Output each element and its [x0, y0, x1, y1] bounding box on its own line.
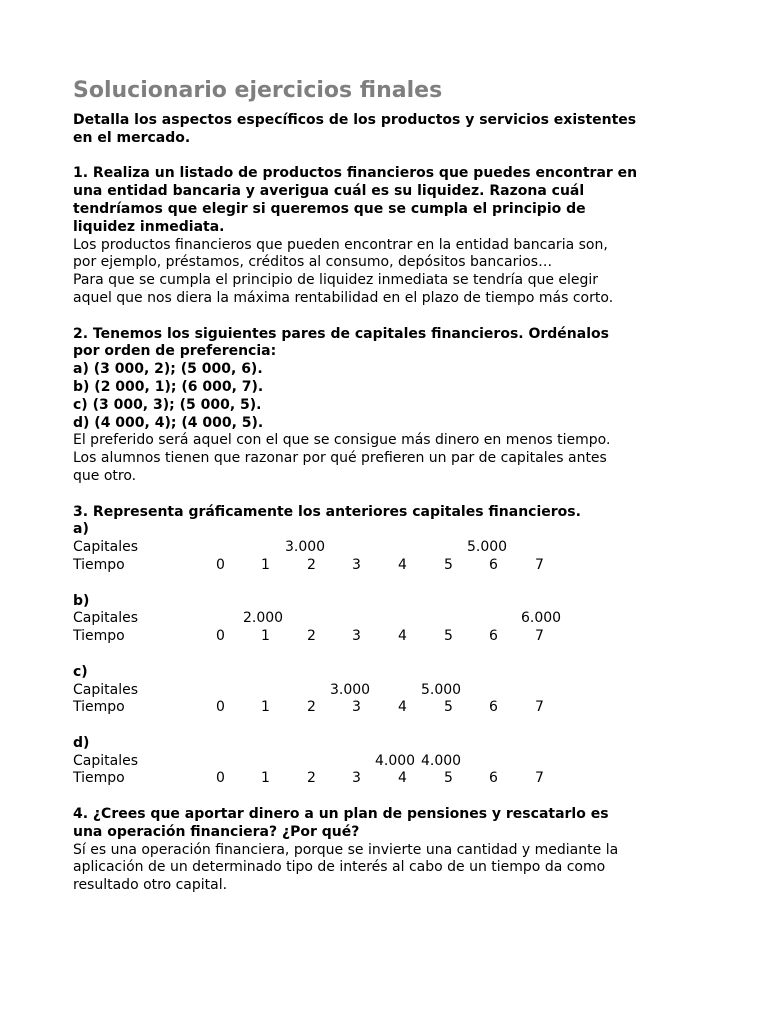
timeline-spacer — [73, 717, 703, 735]
tiempo-tick: 5 — [444, 699, 453, 716]
tiempo-tick: 5 — [444, 628, 453, 645]
answer-4-line: resultado otro capital. — [73, 877, 228, 894]
capital-value: 6.000 — [521, 610, 562, 627]
tiempo-tick: 6 — [489, 699, 498, 716]
timeline-label: a) — [73, 521, 89, 538]
capitales-label: Capitales — [73, 610, 138, 627]
question-2-line: por orden de preferencia: — [73, 343, 277, 360]
answer-2-line: que otro. — [73, 467, 137, 484]
tiempo-tick: 3 — [352, 770, 361, 787]
tiempo-label: Tiempo — [73, 770, 125, 787]
capitales-row — [73, 610, 703, 628]
answer-4-line: Sí es una operación financiera, porque se invierte una cantidad y mediante la — [73, 841, 619, 858]
capital-value: 3.000 — [330, 681, 371, 698]
tiempo-tick: 4 — [398, 770, 407, 787]
tiempo-tick: 2 — [307, 699, 316, 716]
tiempo-tick: 6 — [489, 628, 498, 645]
tiempo-tick: 7 — [535, 556, 544, 573]
answer-1-line: por ejemplo, préstamos, créditos al consumo, depósitos bancarios… — [73, 254, 553, 271]
capital-value: 4.000 — [375, 752, 416, 769]
answer-1-line: Para que se cumpla el principio de liquidez inmediata se tendría que elegir — [73, 272, 599, 289]
tiempo-tick: 4 — [398, 628, 407, 645]
document-body — [73, 112, 703, 913]
capitales-row — [73, 753, 703, 771]
question-3-line: 3. Representa gráficamente los anteriores capitales financieros. — [73, 503, 581, 520]
tiempo-label: Tiempo — [73, 556, 125, 573]
tiempo-tick: 2 — [307, 628, 316, 645]
answer-2-line: Los alumnos tienen que razonar por qué prefieren un par de capitales antes — [73, 450, 607, 467]
capital-value: 4.000 — [421, 752, 462, 769]
tiempo-tick: 1 — [261, 628, 270, 645]
tiempo-tick: 3 — [352, 556, 361, 573]
timeline-spacer — [73, 575, 703, 593]
question-4-line: 4. ¿Crees que aportar dinero a un plan de pensiones y rescatarlo es — [73, 806, 609, 823]
capitales-label: Capitales — [73, 752, 138, 769]
tiempo-tick: 6 — [489, 770, 498, 787]
tiempo-label: Tiempo — [73, 699, 125, 716]
intro-line: en el mercado. — [73, 129, 191, 146]
capital-value: 5.000 — [421, 681, 462, 698]
capitales-label: Capitales — [73, 539, 138, 556]
question-1-line: tendríamos que elegir si queremos que se cumpla el principio de — [73, 200, 586, 217]
question-4-line: una operación financiera? ¿Por qué? — [73, 823, 360, 840]
tiempo-tick: 4 — [398, 699, 407, 716]
tiempo-tick: 1 — [261, 770, 270, 787]
question-2-line: d) (4 000, 4); (4 000, 5). — [73, 414, 264, 431]
tiempo-tick: 1 — [261, 699, 270, 716]
question-1-line: una entidad bancaria y averigua cuál es su liquidez. Razona cuál — [73, 183, 585, 200]
timeline-label: d) — [73, 734, 90, 751]
answer-2-line: El preferido será aquel con el que se consigue más dinero en menos tiempo. — [73, 432, 611, 449]
tiempo-row — [73, 628, 703, 646]
intro-line: Detalla los aspectos específicos de los productos y servicios existentes — [73, 112, 637, 128]
timeline-label: b) — [73, 592, 90, 609]
capital-value: 2.000 — [243, 610, 284, 627]
question-2-line: c) (3 000, 3); (5 000, 5). — [73, 396, 262, 413]
tiempo-tick: 0 — [216, 770, 225, 787]
tiempo-row — [73, 770, 703, 788]
tiempo-tick: 1 — [261, 556, 270, 573]
tiempo-row — [73, 699, 703, 717]
tiempo-tick: 7 — [535, 628, 544, 645]
question-1-section — [73, 165, 703, 307]
capital-value: 3.000 — [285, 539, 326, 556]
question-2-section — [73, 326, 703, 486]
capitales-label: Capitales — [73, 681, 138, 698]
answer-4-line: aplicación de un determinado tipo de interés al cabo de un tiempo da como — [73, 859, 606, 876]
tiempo-tick: 4 — [398, 556, 407, 573]
tiempo-row — [73, 557, 703, 575]
question-2-line: a) (3 000, 2); (5 000, 6). — [73, 361, 263, 378]
answer-1-line: aquel que nos diera la máxima rentabilidad en el plazo de tiempo más corto. — [73, 289, 614, 306]
page-title: Solucionario ejercicios finales — [73, 78, 443, 103]
timeline-label: c) — [73, 663, 88, 680]
capital-value: 5.000 — [467, 539, 508, 556]
tiempo-tick: 7 — [535, 770, 544, 787]
tiempo-tick: 0 — [216, 628, 225, 645]
question-2-line: b) (2 000, 1); (6 000, 7). — [73, 378, 264, 395]
tiempo-label: Tiempo — [73, 628, 125, 645]
tiempo-tick: 0 — [216, 699, 225, 716]
tiempo-tick: 2 — [307, 556, 316, 573]
timeline-spacer — [73, 646, 703, 664]
tiempo-tick: 3 — [352, 699, 361, 716]
answer-1-line: Los productos financieros que pueden encontrar en la entidad bancaria son, — [73, 236, 608, 253]
capitales-row — [73, 682, 703, 700]
tiempo-tick: 3 — [352, 628, 361, 645]
tiempo-tick: 5 — [444, 770, 453, 787]
question-4-section — [73, 806, 703, 895]
timelines-container — [73, 521, 703, 788]
tiempo-tick: 5 — [444, 556, 453, 573]
intro-section — [73, 112, 703, 148]
question-3-section — [73, 504, 703, 789]
question-2-line: 2. Tenemos los siguientes pares de capitales financieros. Ordénalos — [73, 325, 609, 342]
tiempo-tick: 0 — [216, 556, 225, 573]
tiempo-tick: 7 — [535, 699, 544, 716]
question-1-line: 1. Realiza un listado de productos financieros que puedes encontrar en — [73, 165, 638, 182]
tiempo-tick: 6 — [489, 556, 498, 573]
capitales-row — [73, 539, 703, 557]
question-1-line: liquidez inmediata. — [73, 218, 225, 235]
tiempo-tick: 2 — [307, 770, 316, 787]
